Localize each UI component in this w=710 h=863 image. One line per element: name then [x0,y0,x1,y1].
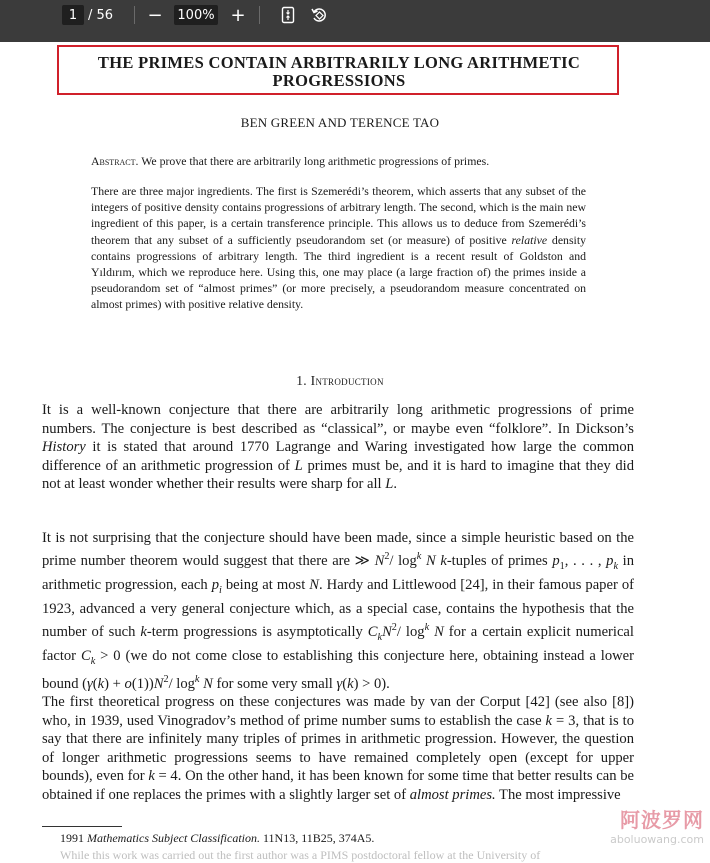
page-number-input[interactable]: 1 [62,5,84,25]
abstract-text: density contains progressions of arbitrary length. The third ingredient is a recent result of Goldston and Yıldırım, which we reproduce here. Using this, one may place (a large fraction of) the primes inside a pseudorandom set of “almost primes” (or more precisely, a pseudorandom measure concentrated on almost primes) with positive relative density. [91,232,586,312]
emphasis: History [42,439,86,455]
title-line-2: PROGRESSIONS [272,71,406,90]
paper-title [60,54,618,90]
text: = 4. On the other hand, it has been known for some time that better results can be obtained if one replaces the primes with a slightly larger set of [42,768,634,803]
text: -tuples of primes [446,552,553,569]
math: k [545,712,552,729]
abstract-label: Abstract. [91,154,139,168]
paragraph-2: It is not surprising that the conjecture should have been made, since a simple heuristic based on the prime number theorem would suggest that there are ≫ $N^2/$ $\log^k N$ k-tuples of primes $p_1$, . . . , $p_k$ in arithmetic progression, each $p_i$ being at most N. Hardy and Littlewood [24], in their famous paper of 1923, advanced a very general conjecture which, as a special case, contains the hypothesis that the number of such k-term progressions is asymptotically $C_kN^2/$ $\log^k N$ for a certain explicit numerical factor $C_k > 0$ (we do not come close to establishing this conjecture here, obtaining instead a lower bound $(\gamma(k) + o(1))N^2/$ $\log^k N$ for some very small γ(k) > 0). [42,530,635,693]
footnote-label: Mathematics Subject Classification. [87,831,260,845]
authors: BEN GREEN AND TERENCE TAO [240,115,440,130]
section-number: 1. [296,373,311,388]
abstract-first-line [91,153,586,169]
abstract-paragraph [91,183,586,313]
watermark-text: 阿波罗网 [620,808,704,832]
title-line-1: THE PRIMES CONTAIN ARBITRARILY LONG ARITHMETIC [97,53,581,72]
section-heading [0,373,680,389]
text: It is a well-known conjecture that there are arbitrarily long arithmetic progressions of prime numbers. The conjecture is best described as “classical”, or maybe even “folklore”. In Dickson’s [42,402,634,437]
math: L [294,457,303,474]
cut-off-footnote-line: While this work was carried out the first author was a PIMS postdoctoral fellow at the University of [60,848,541,862]
footnote-codes: 11N13, 11B25, 374A5. [259,831,375,845]
math: k [148,768,155,784]
text: it is stated that around 1770 Lagrange and Waring investigated how large the common difference of an arithmetic progression of [42,439,634,474]
text: It is not surprising that the conjecture should have been made, since a simple heuristic based on the prime number theorem would suggest that there are ≫ [42,530,634,569]
text: = 3, that is to say that there are infinitely many triples of primes in arithmetic progression. However, the question of longer arithmetic progressions seems to have remained completely open (except for upper bounds), even for [42,712,634,784]
text: for some very small [212,676,337,693]
text: . Hardy and Littlewood [24], in their famous paper of 1923, advanced a very general conjecture which, as a special case, contains the hypothesis that the number of such [42,576,634,640]
rotate-icon[interactable] [309,5,329,25]
paragraph-1 [42,401,634,494]
footnote-year: 1991 [60,831,87,845]
text: ). [381,676,390,693]
site-watermark [610,804,704,846]
abstract-text: There are three major ingredients. The first is Szemerédi’s theorem, which asserts that any subset of the integers of positive density contains progressions of arbitrary length. The second, which is the main new ingredient of this paper, is a certain transference principle. This allows us to deduce from Szemerédi’s theorem that any subset of a sufficiently pseudorandom set (or measure) of positive [91,184,586,247]
text: in arithmetic progression, each [42,552,635,593]
toolbar-divider [259,6,260,24]
page-total-label: / 56 [88,7,114,23]
section-title: Introduction [310,373,384,388]
text: -term progressions is asymptotically [146,623,368,640]
math: L [385,476,394,492]
footnote [60,831,640,846]
pdf-toolbar [0,0,710,42]
fit-page-icon[interactable] [278,5,298,25]
zoom-in-button[interactable]: + [230,4,246,26]
abstract-emphasis: relative [511,232,548,247]
watermark-url: aboluowang.com [610,833,704,846]
footnote-rule [42,826,122,827]
text: > 0 (we do not come close to establishing this conjecture here, obtaining instead a lower bound [42,647,634,693]
zoom-out-button[interactable]: − [147,4,163,26]
paragraph-3 [42,693,634,804]
emphasis: almost primes. [409,786,496,803]
zoom-level-input[interactable]: 100% [174,5,218,25]
text: being at most [221,576,310,593]
text: primes must be, and it is hard to imagine that they did not at least wonder whether their results were sharp for all [42,457,634,492]
toolbar-divider [134,6,135,24]
abstract-text: We prove that there are arbitrarily long arithmetic progressions of primes. [138,154,490,168]
text: The first theoretical progress on these conjectures was made by van der Corput [42] (see also [8]) who, in 1939, used Vinogradov’s method of prime number sums to establish the case [42,694,634,729]
text: . [393,476,398,492]
pdf-page [0,42,710,862]
text: for a certain explicit numerical factor [42,623,634,664]
text: The most impressive [495,786,621,803]
